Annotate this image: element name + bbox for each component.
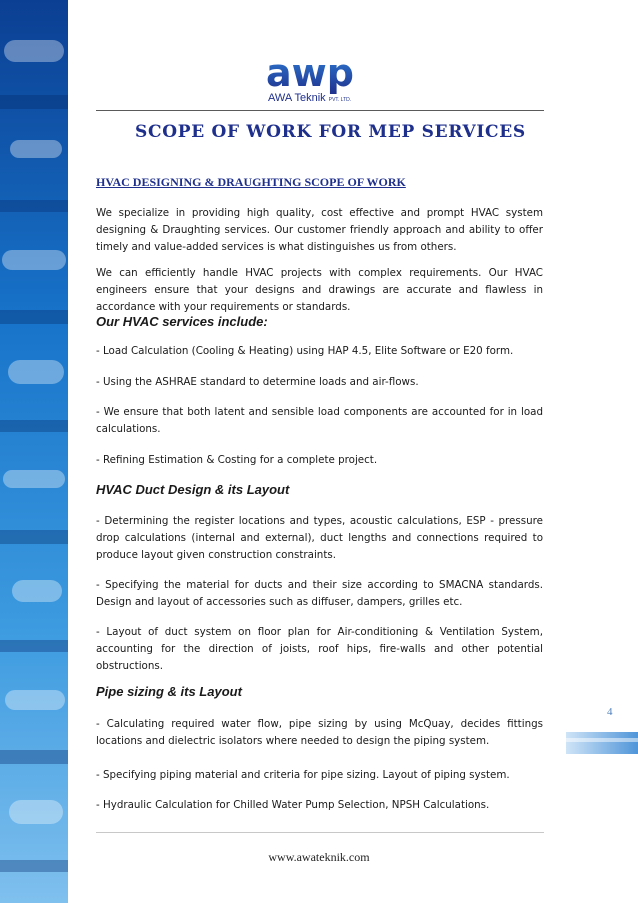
footer-url: www.awateknik.com [268, 850, 370, 864]
intro-paragraph-2: We can efficiently handle HVAC projects with complex requirements. Our HVAC engineers ensure that your designs and drawings are accurate and flawless in accordance with your requirements or standards. [96, 267, 543, 313]
service-item: - We ensure that both latent and sensible load components are accounted for in load calculations. [96, 406, 543, 435]
section-heading: HVAC DESIGNING & DRAUGHTING SCOPE OF WORK [96, 175, 406, 189]
page-tab-decoration [566, 728, 638, 758]
duct-item: - Specifying the material for ducts and their size according to SMACNA standards. Design and layout of accessories such as diffuser, dampers, grilles etc. [96, 579, 543, 608]
pipe-item: - Hydraulic Calculation for Chilled Water Pump Selection, NPSH Calculations. [96, 799, 490, 811]
company-name [268, 92, 351, 104]
services-heading: Our HVAC services include: [96, 314, 268, 329]
pipe-item: - Calculating required water flow, pipe sizing by using McQuay, decides fittings locations and dielectric isolators where needed to design the piping system. [96, 718, 543, 747]
duct-heading: HVAC Duct Design & its Layout [96, 482, 290, 497]
pipe-heading: Pipe sizing & its Layout [96, 684, 242, 699]
page-number: 4 [607, 706, 613, 718]
pipe-item: - Specifying piping material and criteria for pipe sizing. Layout of piping system. [96, 769, 510, 781]
intro-paragraph-1: We specialize in providing high quality, cost effective and prompt HVAC system designing & Draughting services. Our customer friendly approach and ability to offer timely and value-added services is what distinguishes us from others. [96, 207, 543, 253]
header-rule [96, 110, 544, 111]
decorative-side-band [0, 0, 68, 903]
company-suffix: PVT. LTD. [328, 97, 352, 103]
duct-item: - Layout of duct system on floor plan for Air-conditioning & Ventilation System, accounting for the direction of joists, roof hips, fire-walls and other potential obstructions. [96, 626, 543, 672]
service-item: - Using the ASHRAE standard to determine loads and air-flows. [96, 376, 419, 388]
service-item: - Load Calculation (Cooling & Heating) using HAP 4.5, Elite Software or E20 form. [96, 345, 514, 357]
company-name-text: AWA Teknik [268, 92, 326, 104]
duct-item: - Determining the register locations and types, acoustic calculations, ESP - pressure drop calculations (internal and external), duct lengths and connections required to produce layout given construction constraints. [96, 515, 543, 561]
page-title: SCOPE OF WORK FOR MEP SERVICES [135, 122, 526, 142]
service-item: - Refining Estimation & Costing for a complete project. [96, 454, 378, 466]
footer-rule [96, 832, 544, 833]
logo-mark: awp [266, 52, 354, 95]
